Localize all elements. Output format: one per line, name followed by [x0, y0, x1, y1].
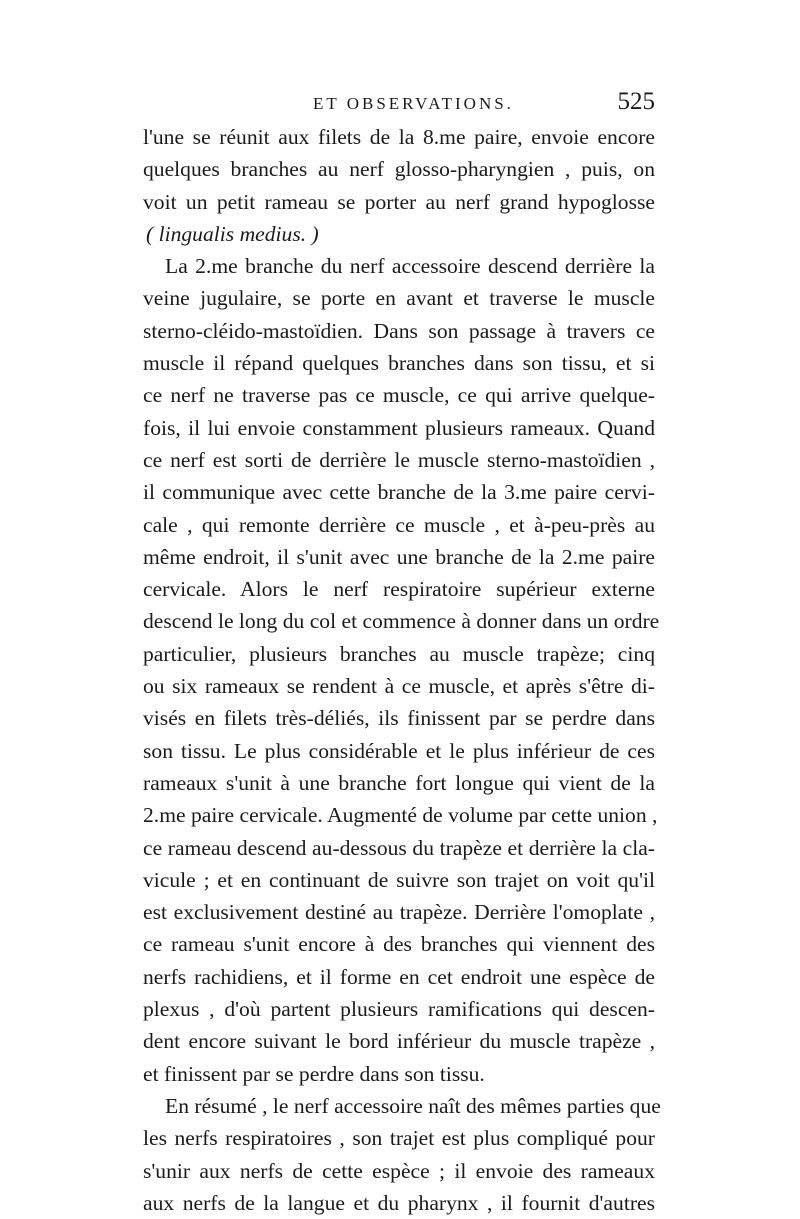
text-line: l'une se réunit aux filets de la 8.me paire, envoie encore [143, 125, 655, 149]
text-line: ce nerf ne traverse pas ce muscle, ce qui arrive quelque- [143, 383, 655, 408]
body-text [143, 121, 661, 1219]
running-head: ET OBSERVATIONS. [313, 94, 514, 113]
text-line: cale , qui remonte derrière ce muscle , et à-peu-près au [143, 512, 655, 537]
text-line: 2.me paire cervicale. Augmenté de volume par cette union , [143, 803, 658, 828]
text-line: descend le long du col et commence à donner dans un ordre [143, 609, 660, 634]
text-line: ce rameau descend au-dessous du trapèze et derrière la cla- [143, 835, 655, 860]
text-line: ( lingualis medius. ) [146, 221, 319, 246]
text-line: même endroit, il s'unit avec une branche de la 2.me paire [143, 544, 655, 569]
text-line: quelques branches au nerf glosso-pharyngien , puis, on [143, 157, 655, 182]
text-line: cervicale. Alors le nerf respiratoire supérieur externe [143, 577, 655, 602]
text-line: son tissu. Le plus considérable et le plus inférieur de ces [143, 738, 655, 763]
page-header [143, 88, 655, 124]
text-line: aux nerfs de la langue et du pharynx , il fournit d'autres [143, 1190, 655, 1215]
text-line: s'unir aux nerfs de cette espèce ; il envoie des rameaux [143, 1158, 655, 1183]
text-line: il communique avec cette branche de la 3.me paire cervi- [143, 480, 655, 505]
text-line: les nerfs respiratoires , son trajet est plus compliqué pour [143, 1126, 655, 1151]
text-line: veine jugulaire, se porte en avant et traverse le muscle [143, 286, 655, 311]
text-line: ce rameau s'unit encore à des branches qui viennent des [143, 932, 655, 957]
text-line: nerfs rachidiens, et il forme en cet endroit une espèce de [143, 964, 655, 989]
text-line: fois, il lui envoie constamment plusieurs rameaux. Quand [143, 415, 655, 440]
text-line: et finissent par se perdre dans son tissu. [143, 1061, 485, 1086]
page-number: 525 [617, 88, 655, 115]
text-line: voit un petit rameau se porter au nerf grand hypoglosse [143, 189, 655, 214]
text-line: rameaux s'unit à une branche fort longue qui vient de la [143, 770, 655, 795]
text-line: est exclusivement destiné au trapèze. Derrière l'omoplate , [143, 900, 655, 925]
text-line: visés en filets très-déliés, ils finissent par se perdre dans [143, 706, 655, 731]
text-line: La 2.me branche du nerf accessoire descend derrière la [165, 254, 655, 279]
text-line: dent encore suivant le bord inférieur du muscle trapèze , [143, 1029, 655, 1054]
text-line: ou six rameaux se rendent à ce muscle, et après s'être di- [143, 674, 655, 699]
text-line: plexus , d'où partent plusieurs ramifications qui descen- [143, 997, 655, 1022]
text-line: muscle il répand quelques branches dans son tissu, et si [143, 351, 655, 376]
text-line: En résumé , le nerf accessoire naît des mêmes parties que [165, 1093, 661, 1118]
text-line: particulier, plusieurs branches au muscle trapèze; cinq [143, 641, 655, 666]
text-line: ce nerf est sorti de derrière le muscle sterno-mastoïdien , [143, 447, 655, 472]
text-line: vicule ; et en continuant de suivre son trajet on voit qu'il [143, 867, 655, 892]
text-line: sterno-cléido-mastoïdien. Dans son passage à travers ce [143, 318, 655, 343]
